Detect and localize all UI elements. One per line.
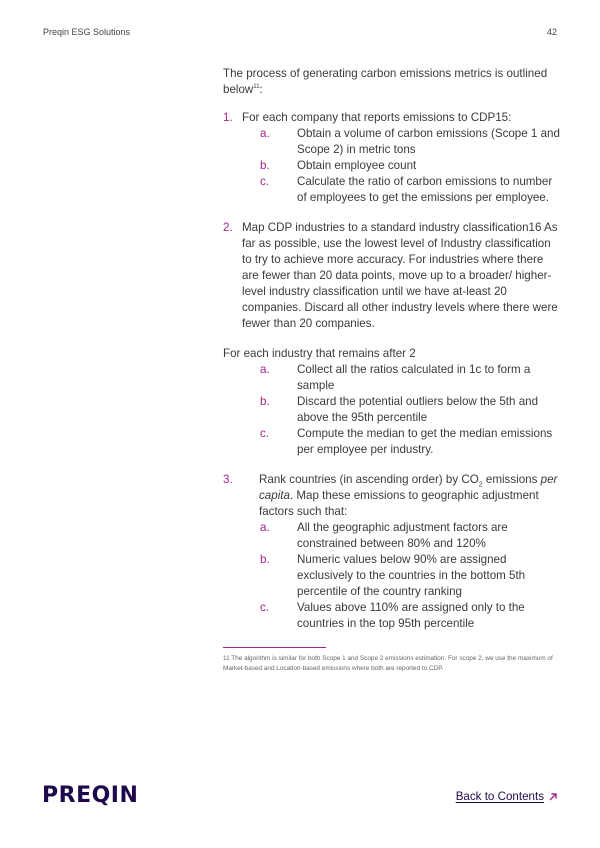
- intro-paragraph: [223, 66, 563, 98]
- item-letter: a.: [260, 363, 270, 376]
- step-3: [223, 472, 563, 520]
- step-3-text-before: Rank countries (in ascending order) by CO: [259, 473, 479, 486]
- step-2-text: Map CDP industries to a standard industry classification16 As far as possible, use the lowest level of Industry classification to try to achieve more accuracy. For industries where there are fewer than 20 data points, move up to a broader/ higher-level industry classification until we have at-least 20 companies. Discard all other industry levels where there were fewer than 20 companies.: [242, 221, 558, 330]
- step-3-item: [223, 600, 563, 632]
- step-3-number: 3.: [223, 473, 233, 486]
- step-1-item: [223, 158, 563, 174]
- item-letter: b.: [260, 395, 270, 408]
- step-3-item: [223, 552, 563, 600]
- footnote-divider: [223, 647, 326, 648]
- intro-text: The process of generating carbon emissions metrics is outlined below: [223, 67, 548, 96]
- item-letter: b.: [260, 553, 270, 566]
- item-text: Calculate the ratio of carbon emissions to number of employees to get the emissions per employee.: [297, 175, 553, 204]
- footnote: 11 The algorithm is similar for both Scope 1 and Scope 2 emissions estimation. For scope 2, we use the maximum of Market-based and Location-based emissions where both are reported to CDP.: [223, 655, 553, 672]
- header-brand: Preqin ESG Solutions: [43, 27, 131, 37]
- item-letter: a.: [260, 521, 270, 534]
- item-letter: c.: [260, 601, 270, 614]
- item-text: All the geographic adjustment factors are constrained between 80% and 120%: [297, 521, 508, 550]
- item-text: Numeric values below 90% are assigned exclusively to the countries in the bottom 5th percentile of the country ranking: [297, 553, 526, 598]
- arrow-up-right-icon: [548, 792, 558, 802]
- industry-item: [223, 426, 563, 458]
- item-letter: c.: [260, 427, 270, 440]
- step-3-text-after: . Map these emissions to geographic adjustment factors such that:: [259, 489, 539, 518]
- item-text: Collect all the ratios calculated in 1c to form a sample: [297, 363, 531, 392]
- back-to-contents-link[interactable]: [456, 790, 558, 803]
- step-1-item: [223, 174, 563, 206]
- item-text: Compute the median to get the median emissions per employee per industry.: [297, 427, 553, 456]
- item-letter: c.: [260, 175, 270, 188]
- preqin-logo[interactable]: PREQIN: [42, 783, 139, 808]
- step-2: [223, 220, 563, 332]
- industry-item: [223, 362, 563, 394]
- step-1-text: For each company that reports emissions to CDP15:: [242, 111, 512, 124]
- step-1: [223, 110, 563, 126]
- step-3-item: [223, 520, 563, 552]
- intro-suffix: :: [259, 83, 263, 96]
- co2-subscript: 2: [478, 481, 483, 489]
- back-link-label: Back to Contents: [455, 790, 544, 803]
- step-3-italic: per capita: [259, 473, 558, 502]
- industry-lead: For each industry that remains after 2: [223, 347, 416, 360]
- step-1-item: [223, 126, 563, 158]
- item-text: Values above 110% are assigned only to the countries in the top 95th percentile: [297, 601, 525, 630]
- item-text: Obtain employee count: [297, 159, 417, 172]
- step-3-text-mid: emissions: [482, 473, 541, 486]
- industry-item: [223, 394, 563, 426]
- footnote-ref[interactable]: 11: [253, 84, 260, 91]
- item-text: Obtain a volume of carbon emissions (Scope 1 and Scope 2) in metric tons: [297, 127, 560, 156]
- main-content: [223, 66, 563, 632]
- page-number: 42: [546, 27, 557, 37]
- item-letter: b.: [260, 159, 270, 172]
- item-text: Discard the potential outliers below the 5th and above the 95th percentile: [297, 395, 539, 424]
- step-1-number: 1.: [223, 111, 233, 124]
- step-2-number: 2.: [223, 221, 233, 234]
- item-letter: a.: [260, 127, 270, 140]
